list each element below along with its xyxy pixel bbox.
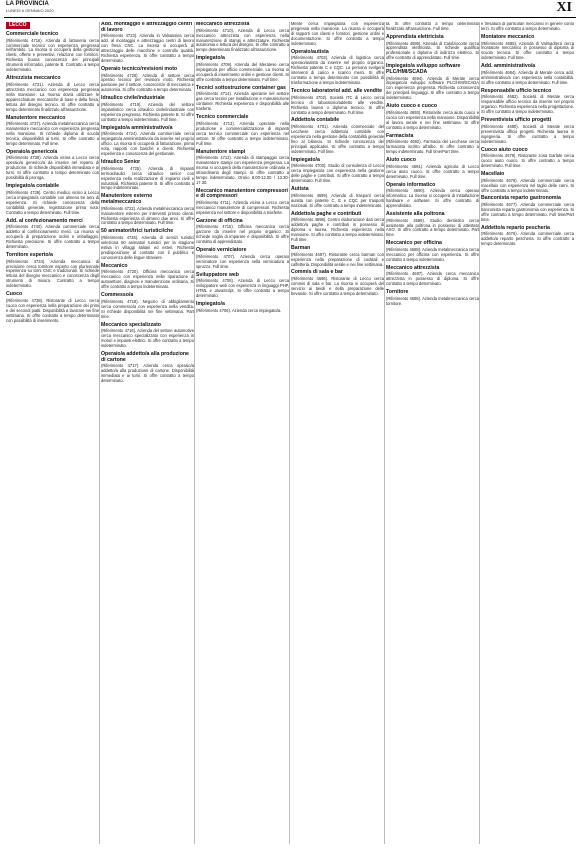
job-listing <box>291 270 384 296</box>
job-listing <box>196 56 289 82</box>
job-description: (Riferimento 4680). Società di Merate cerca preventivista ufficio progetti. Richiesta laurea in ingegneria. Si offre contratto a tempo indeterminato. <box>481 123 574 144</box>
job-description: (Riferimento 4738). Azienda vicina a Lecco cerca operaio/a generico/a da inserire nel reparto di produzione. Si richiede disponibilità immediata e ai turni. Si offre contratto a tempo determinato con possibilità di proroga. <box>6 155 99 181</box>
job-listing <box>6 253 99 289</box>
job-description: (Riferimento 4698). Centro elaborazione dati cerca addetto/a paghe e contributi in possesso di diploma o laurea. Richiesta esperienza nella mansione. Si offre contratto a tempo indeterminato. Full time. <box>291 217 384 243</box>
job-description: (Riferimento 4709). Azienda del Meratese cerca impiegato/a per ufficio commerciale. La risorsa si occuperà di inserimento ordini e gestione clienti. Si offre contratto a tempo determinato. Full time. <box>196 61 289 82</box>
job-description: (Riferimento 4725). Azienda di impianti termoidraulici cerca idraulico senior con esperienza nella realizzazione di impianti civili e industriali. Richiesta patente B. Si offre contratto a tempo indeterminato. <box>101 165 194 191</box>
job-description: (Riferimento 4697). Ristorante cerca barman con esperienza nella preparazione di cocktail e caffetteria. Disponibilità serale e nei fine settimana. <box>291 251 384 267</box>
job-description: (Riferimento 4677). Azienda commerciale cerca banconista reparto gastronomia con esperienza. Si offre contratto a tempo determinato. Full time/Part time. <box>481 202 574 222</box>
job-description: (Riferimento 4715). Officina meccanica cerca garzone da inserire nel proprio organico. Si richiede voglia di imparare e disponibilità. Si offre contratto di apprendistato. <box>196 224 289 245</box>
listing-column <box>481 22 574 844</box>
listing-column <box>6 22 99 844</box>
job-description: (Riferimento 4724). Azienda commerciale cerca impiegato/a amministrativo/a da inserire nel proprio ufficio. La risorsa si occuperà di fatturazione, prima nota, rapporti con banche e clienti. Richiesta esperienza e conoscenza del gestionale. <box>101 131 194 157</box>
job-listing <box>291 22 384 47</box>
job-title: Operaio/a generico/a <box>6 148 58 155</box>
job-description: (Riferimento 4738). Ristorante di Lecco cerca cuoco con esperienza nella preparazione dei primi e dei secondi piatti. Disponibilità a lavorare nei fine settimana. Si offre contratto a tempo determinato con possibilità di inserimento. <box>6 297 99 323</box>
job-title: Attrezzista meccanico <box>6 75 61 82</box>
listing-column <box>101 22 194 844</box>
job-description: (Riferimento 4694). Azienda di Merate cerca impiegato/a sviluppo software PLC/HMI/SCADA con esperienza pregressa. Richiesta conoscenza dei principali linguaggi. Si offre contratto a tempo indeterminato. <box>386 75 479 101</box>
column-divider <box>289 22 290 844</box>
job-title: Garzone di officina <box>196 217 243 224</box>
column-divider <box>479 22 480 844</box>
job-description: (Riferimento 4726). Azienda di servizi turistici seleziona 50 animatori turistici per la stagione estiva in villaggi italiani ed esteri. Richiesta predisposizione al contatto con il pubblico e conoscenza delle lingue straniere. <box>101 235 194 260</box>
job-description: (Riferimento 4726). Azienda di settore cerca operaio tecnico per revisioni moto. Richiesta passione per il settore, conoscenze di meccanica e autonomia. Si offre contratto a tempo determinato. <box>101 72 194 93</box>
job-title: Commerciale tecnico <box>6 30 59 37</box>
job-title: Operaio tecnico/revisioni moto <box>101 65 178 72</box>
job-title: Meccanico attrezzista <box>196 22 250 27</box>
job-title: Idraulico Senior <box>101 159 141 166</box>
job-listing <box>386 158 479 179</box>
job-title: Manutentore esterno metalmeccanico <box>101 193 153 206</box>
job-description: (Riferimento 4701). Azienda commerciale del Lecchese cerca addetto/a contabile con esperienza nella gestione della contabilità generale fino al bilancio. Si richiede conoscenza dei principali applicativi. Si offre contratto a tempo indeterminato. Full time. <box>291 124 384 154</box>
job-title: Manutentore stampi <box>196 148 246 155</box>
job-description: (Riferimento 4713). Azienda operante nella produzione e commercializzazione di impianti cerca tecnico commerciale con esperienza nel settore. Si offre contratto a tempo indeterminato. Full time. <box>196 120 289 146</box>
job-title: Impiegato/a <box>196 301 225 308</box>
job-description: (Riferimento 4718). Negozio di abbigliamento cerca commesso/a con esperienza nella vendita. Si richiede disponibilità nei fine settimana. Part time. <box>101 298 194 319</box>
job-title: 50 animatori/trici turistici/che <box>101 228 174 235</box>
job-title: Tecnico laboratorio/ add. alle vendite <box>291 88 382 95</box>
job-description: (Riferimento 4692). Farmacia del Lecchese cerca farmacista iscritto all'albo. Si offre contratto a tempo indeterminato. Full time/Part time. <box>386 139 479 155</box>
job-listing <box>291 118 384 154</box>
job-title: Addetto/a reparto pescheria <box>481 224 550 231</box>
job-title: Banconista reparto gastronomia <box>481 195 561 202</box>
job-listing <box>101 126 194 157</box>
job-title: Tornitore esperto/a <box>6 251 53 258</box>
job-description: (Riferimento 4707). Azienda cerca operaio verniciatore con esperienza nella verniciatura a spruzzo. Full time. <box>196 253 289 269</box>
job-listing <box>386 64 479 101</box>
job-listing <box>101 323 194 349</box>
job-listing <box>386 183 479 209</box>
job-listing <box>481 196 574 222</box>
issue-date: LUNEDÌ 6 GENNAIO 2020 <box>6 8 54 13</box>
job-description: (Riferimento 4685). Azienda di Valmadrera cerca montatore meccanico in possesso di diploma di scuola tecnica. Si offre contratto a tempo indeterminato. Full time. <box>481 40 574 61</box>
job-title: Impiegato/a <box>196 55 225 62</box>
job-listing <box>101 293 194 319</box>
job-description: (Riferimento 4702). Società ITC di Lecco cerca tecnico di laboratorio/addetto alle vendite. Richiesta laurea o diploma tecnico. Si offre contratto a tempo determinato. Full time. <box>291 94 384 115</box>
job-title: Impiegato/a amministrativo/a <box>101 124 173 131</box>
job-title: Operaio verniciatore <box>196 247 247 254</box>
job-title: Cuoco <box>6 291 23 298</box>
job-description: (Riferimento 4676). Azienda commerciale cerca addetto/a reparto pescheria. Si offre contratto a tempo determinato. <box>481 231 574 247</box>
job-description: (Riferimento 4684). Azienda di Merate cerca add. amministrativo/a con esperienza nella contabilità. Si offre contratto a tempo determinato. Full time. <box>481 69 574 85</box>
job-title: Macellaio <box>481 171 505 178</box>
job-listing <box>291 50 384 86</box>
job-listing <box>196 150 289 186</box>
job-description: (Riferimento 4703). Azienda di logistica cerca operaio/autista da inserire nel proprio organico. Richiesta patente C e CQC. La persona svolgerà interventi di carico e scarico merci. Si offre contratto a tempo determinato con possibilità di trasformazione a tempo indeterminato. <box>291 55 384 86</box>
job-title: Impiegato/a <box>291 156 320 163</box>
job-description: e fresatura di particolari meccanici in genere conto terzi. Si offre contratto a tempo determinato. <box>481 22 574 31</box>
job-title: Add. montaggio e attrezzaggio centri di lavoro <box>101 22 193 33</box>
job-listing <box>101 229 194 260</box>
job-listing <box>101 160 194 191</box>
job-listing <box>481 118 574 144</box>
job-description: (Riferimento 4691). Azienda agricola di Lecco cerca aiuto cuoco. Si offre contratto a tempo determinato. Full time. <box>386 163 479 179</box>
job-title: Addetto/a paghe e contributi <box>291 210 362 217</box>
job-title: Tecnico commerciale <box>196 114 249 121</box>
job-description: (Riferimento 4714). Azienda operante nel settore gas cerca tecnici per installazione e manutenzione container. Richiesta esperienza e disponibilità alle trasferte. <box>196 91 289 112</box>
job-description: (Riferimento 4719). Azienda del settore impiantistico cerca idraulico civile/industriale con esperienza pregressa. Richiesta patente B. Si offre contratto a tempo indeterminato. Full time. <box>101 101 194 122</box>
job-description: (Riferimento 4734). Azienda meccanica di precisione cerca tornitore esperto con pluriennale esperienza su torni CNC e tradizionali. Si richiede lettura del disegno meccanico e conoscenza degli strumenti di misura. Contratto a tempo indeterminato. <box>6 258 99 289</box>
job-listing <box>386 266 479 287</box>
job-title: Add. al confezionamento merci <box>6 217 83 224</box>
job-title: Impiegato/a contabile <box>6 183 60 190</box>
job-description: (Riferimento 4720). Officina meccanica cerca meccanico con esperienza nella riparazione di autovetture, diagnosi e manutenzione ordinaria. Si offre contratto a tempo indeterminato. <box>101 269 194 290</box>
job-description: (Riferimento 4712). Azienda di stampaggio cerca manutentore stampi con esperienza pregressa. La risorsa si occuperà della manutenzione ordinaria e straordinaria degli stampi. Si offre contratto a tempo indeterminato. Orario 8.00-12.00 / 13.30-17.30. <box>196 155 289 185</box>
job-title: Montatore meccanico <box>481 33 535 40</box>
column-divider <box>384 22 385 844</box>
job-title: Preventivista ufficio progetti <box>481 117 552 124</box>
job-listing <box>6 150 99 181</box>
job-description: (Riferimento 4689). Studio dentistico cerca assistente alla poltrona in possesso di attestato ASO. Si offre contratto a tempo determinato. Part time. <box>386 217 479 238</box>
job-title: Impiegato/a sviluppo software PLC/HMI/SCADA <box>386 63 461 75</box>
job-description: (Riferimento 4678). Azienda commerciale cerca macellaio con esperienza nel taglio delle carni. Si offre contratto a tempo indeterminato. <box>481 177 574 193</box>
job-listing <box>6 219 99 250</box>
job-listing <box>386 35 479 61</box>
job-description: Mente cerca impiegato/a con esperienza pregressa nella mansione. La risorsa si occuperà di rapporti con clienti e fornitori, gestione ordini e documentazione. Si offre contratto a tempo indeterminato. <box>291 22 384 46</box>
job-listing <box>101 96 194 122</box>
job-description: (Riferimento 4722). Azienda metalmeccanica cerca manutentore esterno per interventi presso clienti. Richiesta esperienza di almeno due anni. Si offre contratto a tempo determinato. Full time. <box>101 205 194 226</box>
listing-column <box>386 22 479 844</box>
job-description: (Riferimento 4696). Ristorante di Lecco cerca commis di sala e bar. La risorsa si occuperà del servizio ai tavoli e della preparazione delle bevande. Si offre contratto a tempo determinato. <box>291 276 384 296</box>
job-description: (Riferimento 4731). Azienda di Lecco cerca attrezzista meccanico con esperienza pregressa nella mansione. La risorsa dovrà utilizzare le apparecchiature meccaniche di base e della fresa, lettura del disegno tecnico. Si offre contratto a tempo determinato finalizzato all'assunzione. <box>6 81 99 112</box>
column-divider <box>99 22 100 844</box>
job-listing <box>196 22 289 53</box>
job-listing <box>291 89 384 115</box>
job-description: (Riferimento 4717). Azienda cerca operaio/a addetto/a alla produzione di cartone. Disponibilità immediata e ai turni. Si offre contratto a tempo determinato. <box>101 363 194 384</box>
job-listing <box>481 172 574 193</box>
listing-column <box>291 22 384 844</box>
masthead <box>4 0 576 18</box>
listing-column <box>196 22 289 844</box>
job-description: (Riferimento 4739). Centro medico vicino a Lecco cerca impiegato/a contabile con almeno tre anni di esperienza. Si richiede conoscenza della contabilità generale, registrazione prima nota. Contratto a tempo determinato. Full time. <box>6 189 99 215</box>
job-description: (Riferimento 4679). Ristorante zona Garlate cerca cuoco aiuto cuoco. Si offre contratto a tempo determinato. Full time. <box>481 153 574 169</box>
job-listing <box>101 67 194 93</box>
job-listing <box>481 148 574 169</box>
job-title: Apprendista elettricista <box>386 33 444 40</box>
job-description: (Riferimento 4690). Azienda cerca operaio informatico. La risorsa si occuperà di installazione hardware e software. Si offre contratto di apprendistato. <box>386 188 479 209</box>
job-title: Add. amministrativo/a <box>481 63 536 70</box>
job-listing <box>481 89 574 115</box>
job-listing <box>481 35 574 61</box>
newspaper-name: LA PROVINCIA <box>6 1 49 7</box>
header-rule <box>4 17 576 18</box>
job-title: Meccanico manutentore compressori e di compressori <box>196 187 288 200</box>
job-title: Commesso/a <box>101 292 134 299</box>
job-title: Cuoco aiuto cuoco <box>481 146 528 153</box>
job-title: Sviluppatore web <box>196 271 239 278</box>
job-listing <box>101 264 194 290</box>
job-listing <box>196 219 289 245</box>
job-title: Tecnici sottostruzione container gas <box>196 84 286 91</box>
job-listing <box>481 226 574 247</box>
job-title: Idraulico civile/industriale <box>101 95 165 102</box>
job-title: Meccanico per officina <box>386 240 442 247</box>
job-listing <box>196 115 289 146</box>
job-title: Commis di sala e bar <box>291 269 343 276</box>
job-description: (Riferimento 4687). Azienda cerca meccanico attrezzista in possesso di diploma. Si offre contratto a tempo determinato. <box>386 271 479 287</box>
job-listing <box>481 64 574 85</box>
job-listing <box>6 184 99 215</box>
job-title: Responsabile ufficio tecnico <box>481 87 552 94</box>
job-description: (Riferimento 4688). Azienda metalmeccanica cerca meccanico per officina con esperienza. Si offre contratto a tempo indeterminato. <box>386 246 479 262</box>
job-description: (Riferimento 4682). Società di Merate cerca responsabile ufficio tecnico da inserire nel proprio organico. Richiesta esperienza nella progettazione. Si offre contratto a tempo indeterminato. <box>481 94 574 115</box>
job-title: Manutentore meccanico <box>6 114 66 121</box>
job-description: (Riferimento 4737). Azienda metalmeccanica cerca manutentore meccanico con esperienza pregressa nella mansione. Si richiede diploma di scuola tecnica, disponibilità ai turni. Si offre contratto a tempo determinato. Full time. <box>6 121 99 146</box>
job-listing <box>291 187 384 208</box>
job-title: Assistente alla poltrona <box>386 210 445 217</box>
job-listing <box>291 246 384 267</box>
job-title: Barman <box>291 245 311 252</box>
job-listing <box>386 212 479 238</box>
job-title: Operaio informatico <box>386 181 436 188</box>
job-listing <box>386 134 479 155</box>
job-listing <box>196 86 289 112</box>
job-description: (Riferimento 4708). Azienda di Lecco cerca sviluppatore web con esperienza in linguaggi PHP, HTML e JavaScript. Si offre contratto a tempo determinato. <box>196 278 289 299</box>
job-description: (Riferimento 4711). Azienda vicina a Lecco cerca meccanico manutentore di compressori. Richiesta esperienza nel settore e disponibilità a trasferte. <box>196 200 289 215</box>
job-title: Meccanico specializzato <box>101 321 161 328</box>
job-listing <box>6 32 99 73</box>
job-listing <box>196 248 289 269</box>
job-description: (Riferimento 4693). Ristorante cerca aiuto cuoco e cuoco con esperienza nella mansione. Disponibilità al lavoro serale e nei fine settimana. Si offre contratto a tempo determinato. <box>386 109 479 130</box>
job-description: (Riferimento 4716). Azienda di lattoneria cerca commerciale tecnico con esperienza pregressa nell'ambito. La risorsa si occuperà della gestione clienti, offerte e preventivi, relazione con fornitori. Richiesta buona conoscenza dei principali strumenti informatici, patente B. Contratto a tempo indeterminato. <box>6 37 99 73</box>
job-title: Aiuto cuoco <box>386 157 416 164</box>
job-title: Addetto/a contabile <box>291 117 340 124</box>
job-title: Operaio/autista <box>291 48 329 55</box>
job-listing <box>291 212 384 243</box>
job-listing <box>481 22 574 32</box>
job-description: (Riferimento 4723). Azienda in Valsassina cerca add. al montaggio e attrezzaggio centri di lavoro con fresa CNC. La risorsa si occuperà di attrezzaggio delle macchine e controllo qualità. Richiesta esperienza. Si offre contratto a tempo determinato. <box>101 33 194 63</box>
job-title: Autista <box>291 186 309 193</box>
job-listing <box>386 22 479 32</box>
job-description: (Riferimento 4740). Azienda commerciale cerca addetto al confezionamento merci. La risorsa si occuperà di preparazione ordini e imballaggio. Richiesta precisione. Si offre contratto a tempo determinato. <box>6 224 99 250</box>
job-listing <box>101 352 194 384</box>
job-listing <box>6 76 99 112</box>
page-number: XI <box>556 0 572 15</box>
job-description: (Riferimento 4695). Azienda di Calolziocorte cerca apprendista elettricista. Si richiede qualifica professionale o diploma di indirizzo elettrico. Si offre contratto di apprendistato. Full time. <box>386 40 479 61</box>
job-listing <box>6 292 99 323</box>
job-listing <box>101 22 194 64</box>
job-title: Meccanico attrezzista <box>386 264 440 271</box>
job-title: Tornitore <box>386 289 409 296</box>
job-listing <box>386 290 479 307</box>
job-description: tà. Si offre contratto a tempo determinato finalizzato all'assunzione. Full time. <box>386 22 479 31</box>
job-listing <box>196 302 289 314</box>
column-divider <box>194 22 195 844</box>
job-title: Meccanico <box>101 262 128 269</box>
job-listing <box>101 194 194 226</box>
job-title: Aiuto cuoco e cuoco <box>386 103 438 110</box>
job-listing <box>386 241 479 262</box>
job-title: Operaio/a addetto/a alla produzione di cartone <box>101 351 189 363</box>
section-tag: LECCO <box>6 22 30 29</box>
job-listing <box>291 158 384 184</box>
job-description: (Riferimento 4710). Azienda di Lecco cerca meccanico attrezzista con esperienza nella manutenzione di stampi e attrezzature. Richiesta autonomia e lettura del disegno. Si offre contratto a tempo determinato finalizzato all'assunzione. <box>196 27 289 53</box>
job-listing <box>196 273 289 299</box>
job-description: (Riferimento 4716). Azienda del settore automotive cerca meccanico specializzato con esperienza in motori e impianti elettrici. Si offre contratto a tempo indeterminato. <box>101 328 194 349</box>
job-description: (Riferimento 4699). Azienda di trasporti cerca autista con patente C, E e CQC per trasporti nazionali. Si offre contratto a tempo indeterminato. <box>291 192 384 208</box>
job-listing <box>386 104 479 130</box>
job-listing <box>6 116 99 147</box>
job-title: Farmacista <box>386 132 414 139</box>
job-description: (Riferimento 4706). Azienda cerca impiegato/a. <box>196 307 282 313</box>
job-description: (Riferimento 4686). Azienda metalmeccanica cerca tornitore. <box>386 295 479 306</box>
job-description: (Riferimento 4700). Studio di consulenza di Lecco cerca impiegato/a con esperienza nella gestione delle paghe e contributi. Si offre contratto a tempo determinato. Full time. <box>291 163 384 184</box>
job-listing <box>196 189 289 216</box>
